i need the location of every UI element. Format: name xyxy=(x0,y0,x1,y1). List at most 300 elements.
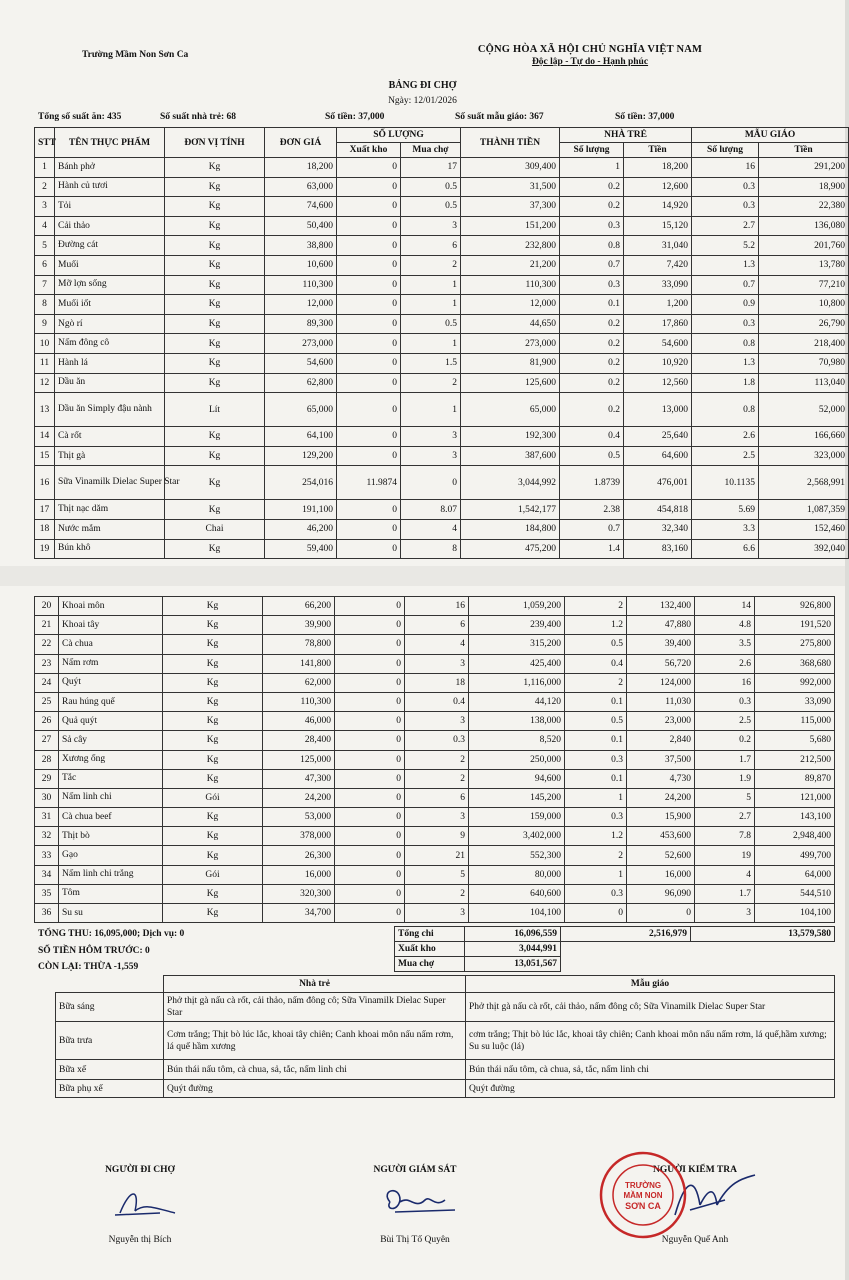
row-stock: 11.9874 xyxy=(337,466,401,500)
row-nursery-count: 1.2 xyxy=(565,827,627,846)
meal-nursery: Cơm trắng; Thịt bò lúc lắc, khoai tây chiên; Canh khoai môn nấu nấm rơm, lá quế hầm xương xyxy=(164,1022,466,1060)
row-unit: Gói xyxy=(163,865,263,884)
row-food: Bánh phở xyxy=(55,158,165,178)
row-stock: 0 xyxy=(337,295,401,315)
row-food: Gạo xyxy=(59,846,163,865)
row-buy: 3 xyxy=(405,654,469,673)
row-amount: 250,000 xyxy=(469,750,565,769)
row-price: 110,300 xyxy=(265,275,337,295)
svg-text:SƠN CA: SƠN CA xyxy=(625,1201,661,1211)
row-stt: 22 xyxy=(35,635,59,654)
row-stock: 0 xyxy=(335,769,405,788)
row-nursery-count: 0.3 xyxy=(560,275,624,295)
col-unit: ĐƠN VỊ TÍNH xyxy=(165,128,265,158)
row-kinder-money: 113,040 xyxy=(759,373,849,393)
row-nursery-count: 0.5 xyxy=(565,635,627,654)
table-row xyxy=(35,446,849,466)
row-stock: 0 xyxy=(337,158,401,178)
row-stock: 0 xyxy=(337,539,401,559)
stock-total-value: 3,044,991 xyxy=(465,942,561,957)
row-stt: 25 xyxy=(35,692,59,711)
row-kinder-money: 2,948,400 xyxy=(755,827,835,846)
row-buy: 3 xyxy=(401,216,461,236)
row-price: 110,300 xyxy=(263,692,335,711)
row-nursery-money: 47,880 xyxy=(627,616,695,635)
row-buy: 3 xyxy=(405,712,469,731)
row-nursery-count: 1 xyxy=(560,158,624,178)
row-nursery-count: 0.3 xyxy=(565,808,627,827)
stock-total-label: Xuất kho xyxy=(395,942,465,957)
row-stt: 19 xyxy=(35,539,55,559)
row-stock: 0 xyxy=(337,216,401,236)
shopping-table-part-2 xyxy=(34,596,835,923)
republic-header xyxy=(440,44,740,67)
row-nursery-count: 0.5 xyxy=(560,446,624,466)
row-amount: 184,800 xyxy=(461,519,560,539)
table-row xyxy=(35,427,849,447)
row-buy: 18 xyxy=(405,673,469,692)
col-nursery-count: Số lượng xyxy=(560,143,624,158)
row-nursery-money: 2,840 xyxy=(627,731,695,750)
row-kinder-money: 323,000 xyxy=(759,446,849,466)
row-kinder-count: 0.9 xyxy=(692,295,759,315)
row-price: 50,400 xyxy=(265,216,337,236)
table-row xyxy=(35,466,849,500)
row-stt: 14 xyxy=(35,427,55,447)
table-row xyxy=(35,539,849,559)
meal-row xyxy=(56,1080,835,1098)
row-kinder-count: 3.5 xyxy=(695,635,755,654)
row-price: 254,016 xyxy=(265,466,337,500)
kinder-total: 13,579,580 xyxy=(691,927,835,942)
svg-text:TRƯỜNG: TRƯỜNG xyxy=(624,1181,662,1190)
row-nursery-count: 0.1 xyxy=(560,295,624,315)
row-kinder-count: 1.7 xyxy=(695,750,755,769)
row-stock: 0 xyxy=(335,884,405,903)
row-stock: 0 xyxy=(335,616,405,635)
row-buy: 1 xyxy=(401,295,461,315)
row-amount: 3,402,000 xyxy=(469,827,565,846)
row-stock: 0 xyxy=(337,446,401,466)
row-stt: 21 xyxy=(35,616,59,635)
row-nursery-money: 96,090 xyxy=(627,884,695,903)
row-kinder-count: 1.8 xyxy=(692,373,759,393)
row-stock: 0 xyxy=(337,334,401,354)
row-stock: 0 xyxy=(335,692,405,711)
row-amount: 31,500 xyxy=(461,177,560,197)
row-price: 89,300 xyxy=(265,314,337,334)
row-amount: 425,400 xyxy=(469,654,565,673)
row-stt: 11 xyxy=(35,353,55,373)
row-nursery-count: 0.2 xyxy=(560,177,624,197)
row-kinder-count: 16 xyxy=(695,673,755,692)
row-kinder-count: 5.2 xyxy=(692,236,759,256)
table-row xyxy=(35,275,849,295)
row-stt: 3 xyxy=(35,197,55,217)
row-nursery-money: 12,560 xyxy=(624,373,692,393)
row-nursery-money: 83,160 xyxy=(624,539,692,559)
row-unit: Kg xyxy=(165,500,265,520)
page-title: BẢNG ĐI CHỢ xyxy=(388,80,457,91)
row-price: 125,000 xyxy=(263,750,335,769)
row-stt: 7 xyxy=(35,275,55,295)
total-portions: Tổng số suất ăn: 435 xyxy=(38,112,122,122)
col-kinder-count: Số lượng xyxy=(692,143,759,158)
row-food: Nấm linh chi xyxy=(59,788,163,807)
row-kinder-money: 191,520 xyxy=(755,616,835,635)
col-kinder: MẪU GIÁO xyxy=(692,128,849,143)
row-nursery-count: 0.2 xyxy=(560,353,624,373)
row-kinder-money: 18,900 xyxy=(759,177,849,197)
row-unit: Kg xyxy=(165,446,265,466)
table-row xyxy=(35,158,849,178)
row-kinder-money: 26,790 xyxy=(759,314,849,334)
row-stt: 35 xyxy=(35,884,59,903)
row-stt: 18 xyxy=(35,519,55,539)
row-amount: 145,200 xyxy=(469,788,565,807)
table-row xyxy=(35,197,849,217)
row-nursery-count: 0.1 xyxy=(565,769,627,788)
row-unit: Kg xyxy=(165,539,265,559)
row-buy: 2 xyxy=(401,255,461,275)
row-food: Quả quýt xyxy=(59,712,163,731)
row-food: Quýt xyxy=(59,673,163,692)
row-kinder-money: 212,500 xyxy=(755,750,835,769)
row-unit: Kg xyxy=(163,750,263,769)
row-nursery-money: 39,400 xyxy=(627,635,695,654)
row-kinder-count: 3.3 xyxy=(692,519,759,539)
row-kinder-count: 0.3 xyxy=(695,692,755,711)
col-nursery: NHÀ TRẺ xyxy=(560,128,692,143)
row-nursery-money: 7,420 xyxy=(624,255,692,275)
row-stock: 0 xyxy=(337,519,401,539)
row-kinder-count: 5.69 xyxy=(692,500,759,520)
row-food: Hành lá xyxy=(55,353,165,373)
row-kinder-count: 2.6 xyxy=(692,427,759,447)
row-stock: 0 xyxy=(337,427,401,447)
row-kinder-money: 121,000 xyxy=(755,788,835,807)
table-row xyxy=(35,334,849,354)
row-food: Muối xyxy=(55,255,165,275)
table-row xyxy=(35,295,849,315)
row-nursery-money: 37,500 xyxy=(627,750,695,769)
row-nursery-count: 0.2 xyxy=(560,393,624,427)
row-kinder-money: 13,780 xyxy=(759,255,849,275)
row-kinder-money: 5,680 xyxy=(755,731,835,750)
row-stt: 31 xyxy=(35,808,59,827)
table-row xyxy=(35,177,849,197)
row-amount: 309,400 xyxy=(461,158,560,178)
row-kinder-count: 2.7 xyxy=(692,216,759,236)
table-row xyxy=(35,750,835,769)
row-price: 62,800 xyxy=(265,373,337,393)
row-nursery-money: 13,000 xyxy=(624,393,692,427)
row-kinder-count: 14 xyxy=(695,597,755,616)
row-stt: 1 xyxy=(35,158,55,178)
row-nursery-count: 1 xyxy=(565,865,627,884)
row-nursery-count: 0.8 xyxy=(560,236,624,256)
row-price: 26,300 xyxy=(263,846,335,865)
row-price: 141,800 xyxy=(263,654,335,673)
row-price: 34,700 xyxy=(263,904,335,923)
meal-row xyxy=(56,993,835,1022)
row-amount: 232,800 xyxy=(461,236,560,256)
kinder-money: Số tiền: 37,000 xyxy=(615,112,675,122)
row-price: 74,600 xyxy=(265,197,337,217)
row-food: Khoai môn xyxy=(59,597,163,616)
table-row xyxy=(35,769,835,788)
row-buy: 2 xyxy=(405,884,469,903)
row-kinder-money: 10,800 xyxy=(759,295,849,315)
row-price: 320,300 xyxy=(263,884,335,903)
row-unit: Kg xyxy=(163,635,263,654)
row-nursery-count: 2 xyxy=(565,673,627,692)
row-unit: Kg xyxy=(165,466,265,500)
meals-kinder-header: Mẫu giáo xyxy=(466,976,835,993)
nursery-portions: Số suất nhà trẻ: 68 xyxy=(160,112,237,122)
row-nursery-money: 25,640 xyxy=(624,427,692,447)
svg-text:MẦM NON: MẦM NON xyxy=(623,1191,663,1200)
row-nursery-count: 0.5 xyxy=(565,712,627,731)
row-buy: 5 xyxy=(405,865,469,884)
table-row xyxy=(35,827,835,846)
kinder-portions: Số suất mẫu giáo: 367 xyxy=(455,112,544,122)
table-row xyxy=(35,884,835,903)
row-price: 64,100 xyxy=(265,427,337,447)
row-food: Su su xyxy=(59,904,163,923)
row-kinder-money: 77,210 xyxy=(759,275,849,295)
row-kinder-count: 16 xyxy=(692,158,759,178)
row-amount: 3,044,992 xyxy=(461,466,560,500)
buyer-signature-mark xyxy=(105,1183,185,1223)
row-nursery-count: 0.4 xyxy=(560,427,624,447)
row-nursery-money: 23,000 xyxy=(627,712,695,731)
table-row xyxy=(35,373,849,393)
row-unit: Kg xyxy=(165,314,265,334)
row-unit: Kg xyxy=(163,904,263,923)
row-amount: 192,300 xyxy=(461,427,560,447)
row-stock: 0 xyxy=(337,373,401,393)
row-kinder-money: 275,800 xyxy=(755,635,835,654)
row-stock: 0 xyxy=(335,597,405,616)
row-stt: 13 xyxy=(35,393,55,427)
row-amount: 80,000 xyxy=(469,865,565,884)
row-price: 191,100 xyxy=(265,500,337,520)
row-price: 129,200 xyxy=(265,446,337,466)
row-unit: Lít xyxy=(165,393,265,427)
row-buy: 0.5 xyxy=(401,177,461,197)
row-buy: 8.07 xyxy=(401,500,461,520)
row-kinder-money: 143,100 xyxy=(755,808,835,827)
row-nursery-count: 0.3 xyxy=(565,884,627,903)
col-qty: SỐ LƯỢNG xyxy=(337,128,461,143)
nursery-money: Số tiền: 37,000 xyxy=(325,112,385,122)
row-amount: 125,600 xyxy=(461,373,560,393)
row-stt: 20 xyxy=(35,597,59,616)
row-stock: 0 xyxy=(335,635,405,654)
row-kinder-count: 2.5 xyxy=(695,712,755,731)
row-nursery-count: 1.4 xyxy=(560,539,624,559)
row-nursery-count: 0.1 xyxy=(565,692,627,711)
row-price: 63,000 xyxy=(265,177,337,197)
republic-title: CỘNG HÒA XÃ HỘI CHỦ NGHĨA VIỆT NAM xyxy=(477,44,703,55)
row-kinder-money: 1,087,359 xyxy=(759,500,849,520)
col-amount: THÀNH TIỀN xyxy=(461,128,560,158)
row-nursery-money: 11,030 xyxy=(627,692,695,711)
row-price: 53,000 xyxy=(263,808,335,827)
row-amount: 65,000 xyxy=(461,393,560,427)
row-amount: 138,000 xyxy=(469,712,565,731)
row-buy: 3 xyxy=(401,446,461,466)
row-buy: 4 xyxy=(401,519,461,539)
row-price: 47,300 xyxy=(263,769,335,788)
row-unit: Kg xyxy=(165,216,265,236)
row-nursery-money: 10,920 xyxy=(624,353,692,373)
row-stt: 33 xyxy=(35,846,59,865)
row-stt: 8 xyxy=(35,295,55,315)
row-kinder-count: 1.9 xyxy=(695,769,755,788)
row-nursery-count: 2.38 xyxy=(560,500,624,520)
supervisor-name: Bùi Thị Tố Quyên xyxy=(380,1235,450,1245)
row-kinder-count: 0.3 xyxy=(692,197,759,217)
row-stock: 0 xyxy=(335,673,405,692)
row-nursery-money: 32,340 xyxy=(624,519,692,539)
row-food: Hành củ tươi xyxy=(55,177,165,197)
table-row xyxy=(35,519,849,539)
row-buy: 6 xyxy=(405,616,469,635)
row-buy: 2 xyxy=(405,750,469,769)
table-row xyxy=(35,236,849,256)
row-buy: 17 xyxy=(401,158,461,178)
row-amount: 1,542,177 xyxy=(461,500,560,520)
row-unit: Kg xyxy=(163,692,263,711)
row-stock: 0 xyxy=(335,654,405,673)
row-amount: 387,600 xyxy=(461,446,560,466)
row-buy: 6 xyxy=(405,788,469,807)
supervisor-signature xyxy=(350,1165,480,1265)
meal-kinder: Bún thái nấu tôm, cà chua, sả, tắc, nấm linh chi xyxy=(466,1060,835,1080)
row-stt: 27 xyxy=(35,731,59,750)
row-stt: 15 xyxy=(35,446,55,466)
row-amount: 21,200 xyxy=(461,255,560,275)
row-price: 18,200 xyxy=(265,158,337,178)
row-stt: 17 xyxy=(35,500,55,520)
row-amount: 1,116,000 xyxy=(469,673,565,692)
row-nursery-count: 1 xyxy=(565,788,627,807)
row-nursery-money: 132,400 xyxy=(627,597,695,616)
row-unit: Kg xyxy=(165,275,265,295)
row-nursery-money: 454,818 xyxy=(624,500,692,520)
row-amount: 81,900 xyxy=(461,353,560,373)
table-row xyxy=(35,731,835,750)
row-nursery-money: 17,860 xyxy=(624,314,692,334)
row-kinder-money: 2,568,991 xyxy=(759,466,849,500)
buy-total-label: Mua chợ xyxy=(395,957,465,972)
row-nursery-count: 1.2 xyxy=(565,616,627,635)
row-amount: 315,200 xyxy=(469,635,565,654)
row-buy: 0.3 xyxy=(405,731,469,750)
row-unit: Kg xyxy=(163,673,263,692)
row-price: 46,200 xyxy=(265,519,337,539)
row-nursery-count: 0.4 xyxy=(565,654,627,673)
totals-table xyxy=(394,926,835,972)
grand-total-label: Tổng chi xyxy=(395,927,465,942)
row-unit: Kg xyxy=(165,236,265,256)
table-row xyxy=(35,597,835,616)
row-stock: 0 xyxy=(335,904,405,923)
buyer-signature xyxy=(80,1165,200,1265)
row-stt: 4 xyxy=(35,216,55,236)
row-kinder-count: 2.7 xyxy=(695,808,755,827)
meal-nursery: Quýt đường xyxy=(164,1080,466,1098)
row-price: 54,600 xyxy=(265,353,337,373)
row-amount: 151,200 xyxy=(461,216,560,236)
row-kinder-money: 544,510 xyxy=(755,884,835,903)
row-unit: Kg xyxy=(163,654,263,673)
row-stock: 0 xyxy=(337,393,401,427)
row-stock: 0 xyxy=(335,750,405,769)
meal-nursery: Bún thái nấu tôm, cà chua, sả, tắc, nấm linh chi xyxy=(164,1060,466,1080)
row-food: Thịt bò xyxy=(59,827,163,846)
row-unit: Kg xyxy=(163,731,263,750)
row-stock: 0 xyxy=(335,846,405,865)
row-amount: 159,000 xyxy=(469,808,565,827)
row-buy: 3 xyxy=(405,904,469,923)
row-buy: 0 xyxy=(401,466,461,500)
row-food: Mỡ lợn sống xyxy=(55,275,165,295)
row-kinder-money: 368,680 xyxy=(755,654,835,673)
row-stock: 0 xyxy=(337,500,401,520)
row-unit: Gói xyxy=(163,788,263,807)
row-stt: 29 xyxy=(35,769,59,788)
row-unit: Kg xyxy=(163,597,263,616)
table-row xyxy=(35,216,849,236)
row-nursery-count: 0.2 xyxy=(560,197,624,217)
row-stock: 0 xyxy=(335,712,405,731)
row-nursery-count: 0.2 xyxy=(560,334,624,354)
row-nursery-money: 14,920 xyxy=(624,197,692,217)
row-kinder-money: 992,000 xyxy=(755,673,835,692)
col-food: TÊN THỰC PHẨM xyxy=(55,128,165,158)
col-stock: Xuất kho xyxy=(337,143,401,158)
row-price: 10,600 xyxy=(265,255,337,275)
col-buy: Mua chợ xyxy=(401,143,461,158)
buyer-name: Nguyễn thị Bích xyxy=(108,1235,172,1245)
table-row xyxy=(35,616,835,635)
row-food: Nấm linh chi trắng xyxy=(59,865,163,884)
table-row xyxy=(35,314,849,334)
row-kinder-count: 0.7 xyxy=(692,275,759,295)
row-amount: 552,300 xyxy=(469,846,565,865)
row-price: 39,900 xyxy=(263,616,335,635)
row-stt: 12 xyxy=(35,373,55,393)
row-food: Nấm đông cô xyxy=(55,334,165,354)
row-food: Rau húng quế xyxy=(59,692,163,711)
row-kinder-count: 2.6 xyxy=(695,654,755,673)
row-nursery-money: 56,720 xyxy=(627,654,695,673)
row-food: Tôm xyxy=(59,884,163,903)
row-stock: 0 xyxy=(335,808,405,827)
row-food: Cà chua xyxy=(59,635,163,654)
row-unit: Kg xyxy=(165,353,265,373)
row-unit: Kg xyxy=(163,712,263,731)
row-stock: 0 xyxy=(337,177,401,197)
table-row xyxy=(35,865,835,884)
row-kinder-money: 499,700 xyxy=(755,846,835,865)
row-kinder-money: 152,460 xyxy=(759,519,849,539)
table-row xyxy=(35,635,835,654)
row-kinder-count: 2.5 xyxy=(692,446,759,466)
